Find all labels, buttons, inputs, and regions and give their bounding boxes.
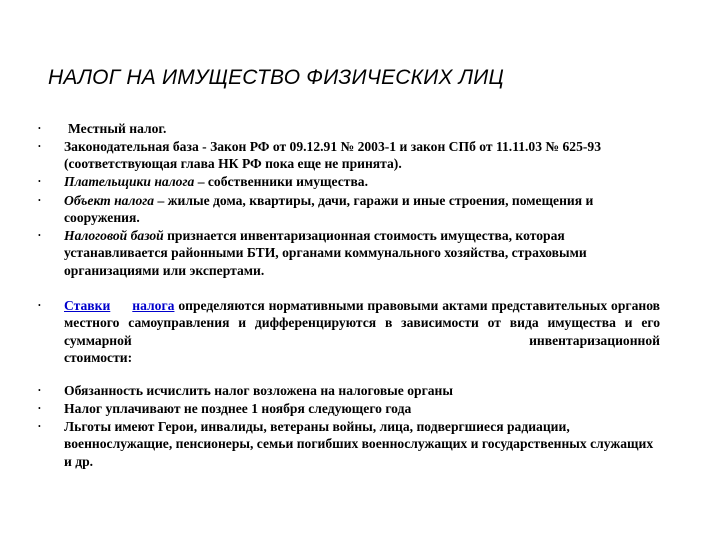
list-item-local-tax [38,120,660,137]
item-text: Налог уплачивают не позднее 1 ноября следующего года [64,401,412,416]
item-text: признается инвентаризационная стоимость имущества, которая устанавливается районными БТИ, органами коммунального хозяйства, страховыми организациями или экспертами. [64,228,587,278]
list-item-legal-basis [38,138,660,173]
bullet-icon: • [38,196,41,205]
item-text: Законодательная база - Закон РФ от 09.12.91 № 2003-1 и закон СПб от 11.11.03 № 625-93 (соответствующая глава НК РФ пока еще не принята). [64,139,601,172]
list-item-tax-object [38,192,660,227]
list-item-obligation [38,382,660,399]
bullet-icon: • [38,404,41,413]
bullet-icon: • [38,124,41,133]
item-text: Льготы имеют Герои, инвалиды, ветераны войны, лица, подвергшиеся радиации, военнослужащие, пенсионеры, семьи погибших военнослужащих и государственных служащих и др. [64,419,654,469]
list-item-benefits [38,418,660,470]
item-text: Местный налог. [68,121,167,136]
item-text-last: стоимости: [64,349,133,365]
bullet-icon: • [38,142,41,151]
list-item-deadline [38,400,660,417]
bullet-icon: • [38,301,41,310]
bullet-icon: • [38,231,41,240]
item-text: определяются нормативными правовыми актами представительных органов местного самоуправления и дифференцируются в зависимости от вида имущества и его суммарной инвентаризационной [64,298,660,348]
item-term: Объект налога [64,193,155,208]
bullet-icon: • [38,177,41,186]
rates-link[interactable]: Ставки налога [64,298,175,313]
bullet-icon: • [38,386,41,395]
item-text: – собственники имущества. [194,174,368,189]
item-term: Плательщики налога [64,174,195,189]
page-title: НАЛОГ НА ИМУЩЕСТВО ФИЗИЧЕСКИХ ЛИЦ [48,66,504,89]
item-text: Обязанность исчислить налог возложена на налоговые органы [64,383,453,398]
list-item-tax-base [38,227,660,279]
list-item-taxpayers [38,173,660,190]
list-item-rates [38,297,660,366]
item-text: – жилые дома, квартиры, дачи, гаражи и иные строения, помещения и сооружения. [64,193,594,226]
bullet-icon: • [38,422,41,431]
item-term: Налоговой базой [64,228,164,243]
